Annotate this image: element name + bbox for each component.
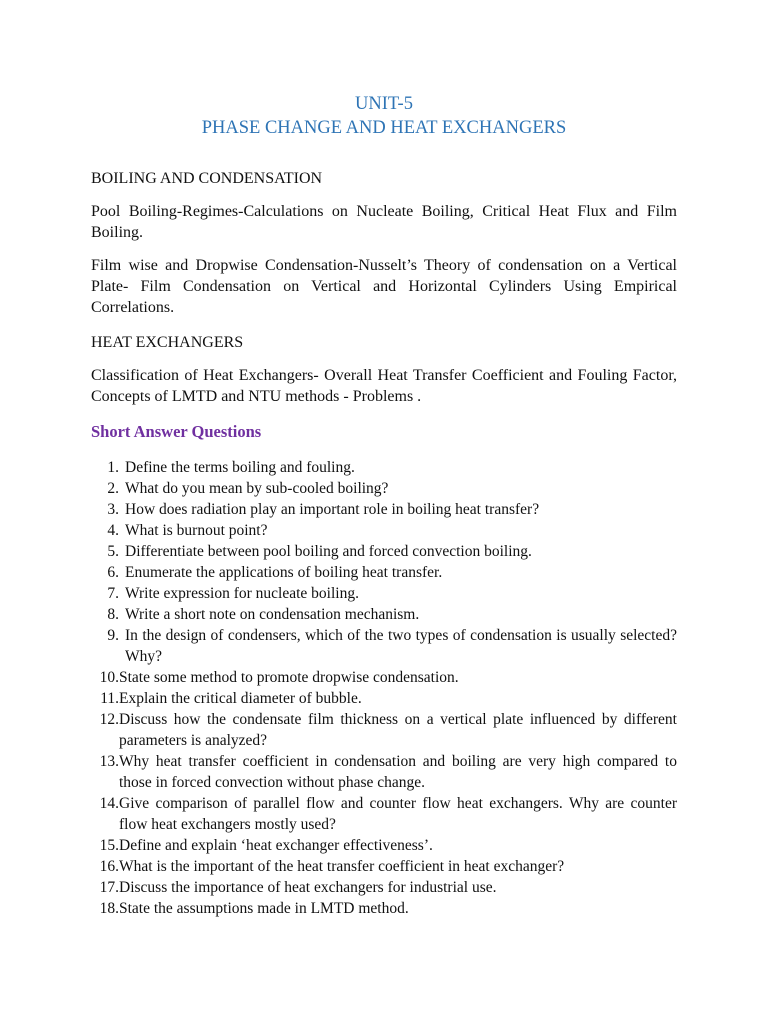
question-number: 8.	[107, 606, 119, 623]
question-text: Give comparison of parallel flow and counter flow heat exchangers. Why are counter flow heat exchangers mostly used?	[119, 795, 677, 833]
question-number: 1.	[107, 459, 119, 476]
list-item	[91, 709, 677, 751]
question-text: What is the important of the heat transfer coefficient in heat exchanger?	[119, 858, 565, 875]
question-text: Why heat transfer coefficient in condensation and boiling are very high compared to those in forced convection without phase change.	[119, 753, 677, 791]
list-item	[91, 667, 677, 688]
list-item	[91, 604, 677, 625]
question-number: 13.	[99, 753, 119, 770]
question-number: 17.	[99, 879, 119, 896]
list-item	[91, 499, 677, 520]
question-number: 14.	[99, 795, 119, 812]
question-text: State some method to promote dropwise condensation.	[119, 669, 459, 686]
question-text: Write expression for nucleate boiling.	[125, 585, 359, 602]
list-item	[91, 793, 677, 835]
title-block	[91, 92, 677, 140]
question-text: Define the terms boiling and fouling.	[125, 459, 355, 476]
subject-title: PHASE CHANGE AND HEAT EXCHANGERS	[201, 118, 567, 138]
list-item	[91, 478, 677, 499]
question-text: Write a short note on condensation mechanism.	[125, 606, 420, 623]
question-text: What is burnout point?	[125, 522, 268, 539]
section-heading-heat-exchangers: HEAT EXCHANGERS	[91, 334, 244, 351]
list-item	[91, 583, 677, 604]
paragraph-pool-boiling: Pool Boiling-Regimes-Calculations on Nucleate Boiling, Critical Heat Flux and Film Boiling.	[91, 203, 677, 241]
question-text: In the design of condensers, which of the two types of condensation is usually selected? Why?	[125, 627, 677, 665]
question-number: 15.	[99, 837, 119, 854]
question-text: Define and explain ‘heat exchanger effectiveness’.	[119, 837, 433, 854]
question-text: Discuss the importance of heat exchangers for industrial use.	[119, 879, 497, 896]
paragraph-condensation: Film wise and Dropwise Condensation-Nusselt’s Theory of condensation on a Vertical Plate- Film Condensation on Vertical and Horizontal Cylinders Using Empirical Correlations.	[91, 257, 677, 316]
list-item	[91, 562, 677, 583]
question-number: 3.	[107, 501, 119, 518]
question-text: Enumerate the applications of boiling heat transfer.	[125, 564, 443, 581]
question-number: 18.	[99, 900, 119, 917]
question-number: 6.	[107, 564, 119, 581]
question-list	[91, 457, 677, 919]
question-number: 5.	[107, 543, 119, 560]
question-text: State the assumptions made in LMTD method.	[119, 900, 409, 917]
list-item	[91, 625, 677, 667]
list-item	[91, 898, 677, 919]
list-item	[91, 520, 677, 541]
list-item	[91, 457, 677, 478]
question-number: 11.	[100, 690, 119, 707]
list-item	[91, 751, 677, 793]
list-item	[91, 856, 677, 877]
question-number: 2.	[107, 480, 119, 497]
section-heading-boiling: BOILING AND CONDENSATION	[91, 170, 323, 187]
question-text: Discuss how the condensate film thickness on a vertical plate influenced by different parameters is analyzed?	[119, 711, 677, 749]
list-item	[91, 877, 677, 898]
question-number: 10.	[99, 669, 119, 686]
question-text: Differentiate between pool boiling and forced convection boiling.	[125, 543, 532, 560]
list-item	[91, 688, 677, 709]
paragraph-heat-exchangers: Classification of Heat Exchangers- Overall Heat Transfer Coefficient and Fouling Factor, Concepts of LMTD and NTU methods - Problems .	[91, 367, 677, 405]
question-number: 12.	[99, 711, 119, 728]
question-number: 4.	[107, 522, 119, 539]
question-number: 7.	[107, 585, 119, 602]
question-text: Explain the critical diameter of bubble.	[119, 690, 362, 707]
list-item	[91, 835, 677, 856]
question-text: What do you mean by sub-cooled boiling?	[125, 480, 389, 497]
question-number: 9.	[107, 627, 119, 644]
list-item	[91, 541, 677, 562]
question-text: How does radiation play an important role in boiling heat transfer?	[125, 501, 540, 518]
question-number: 16.	[99, 858, 119, 875]
unit-title: UNIT-5	[355, 94, 413, 114]
short-answer-heading: Short Answer Questions	[91, 422, 262, 441]
